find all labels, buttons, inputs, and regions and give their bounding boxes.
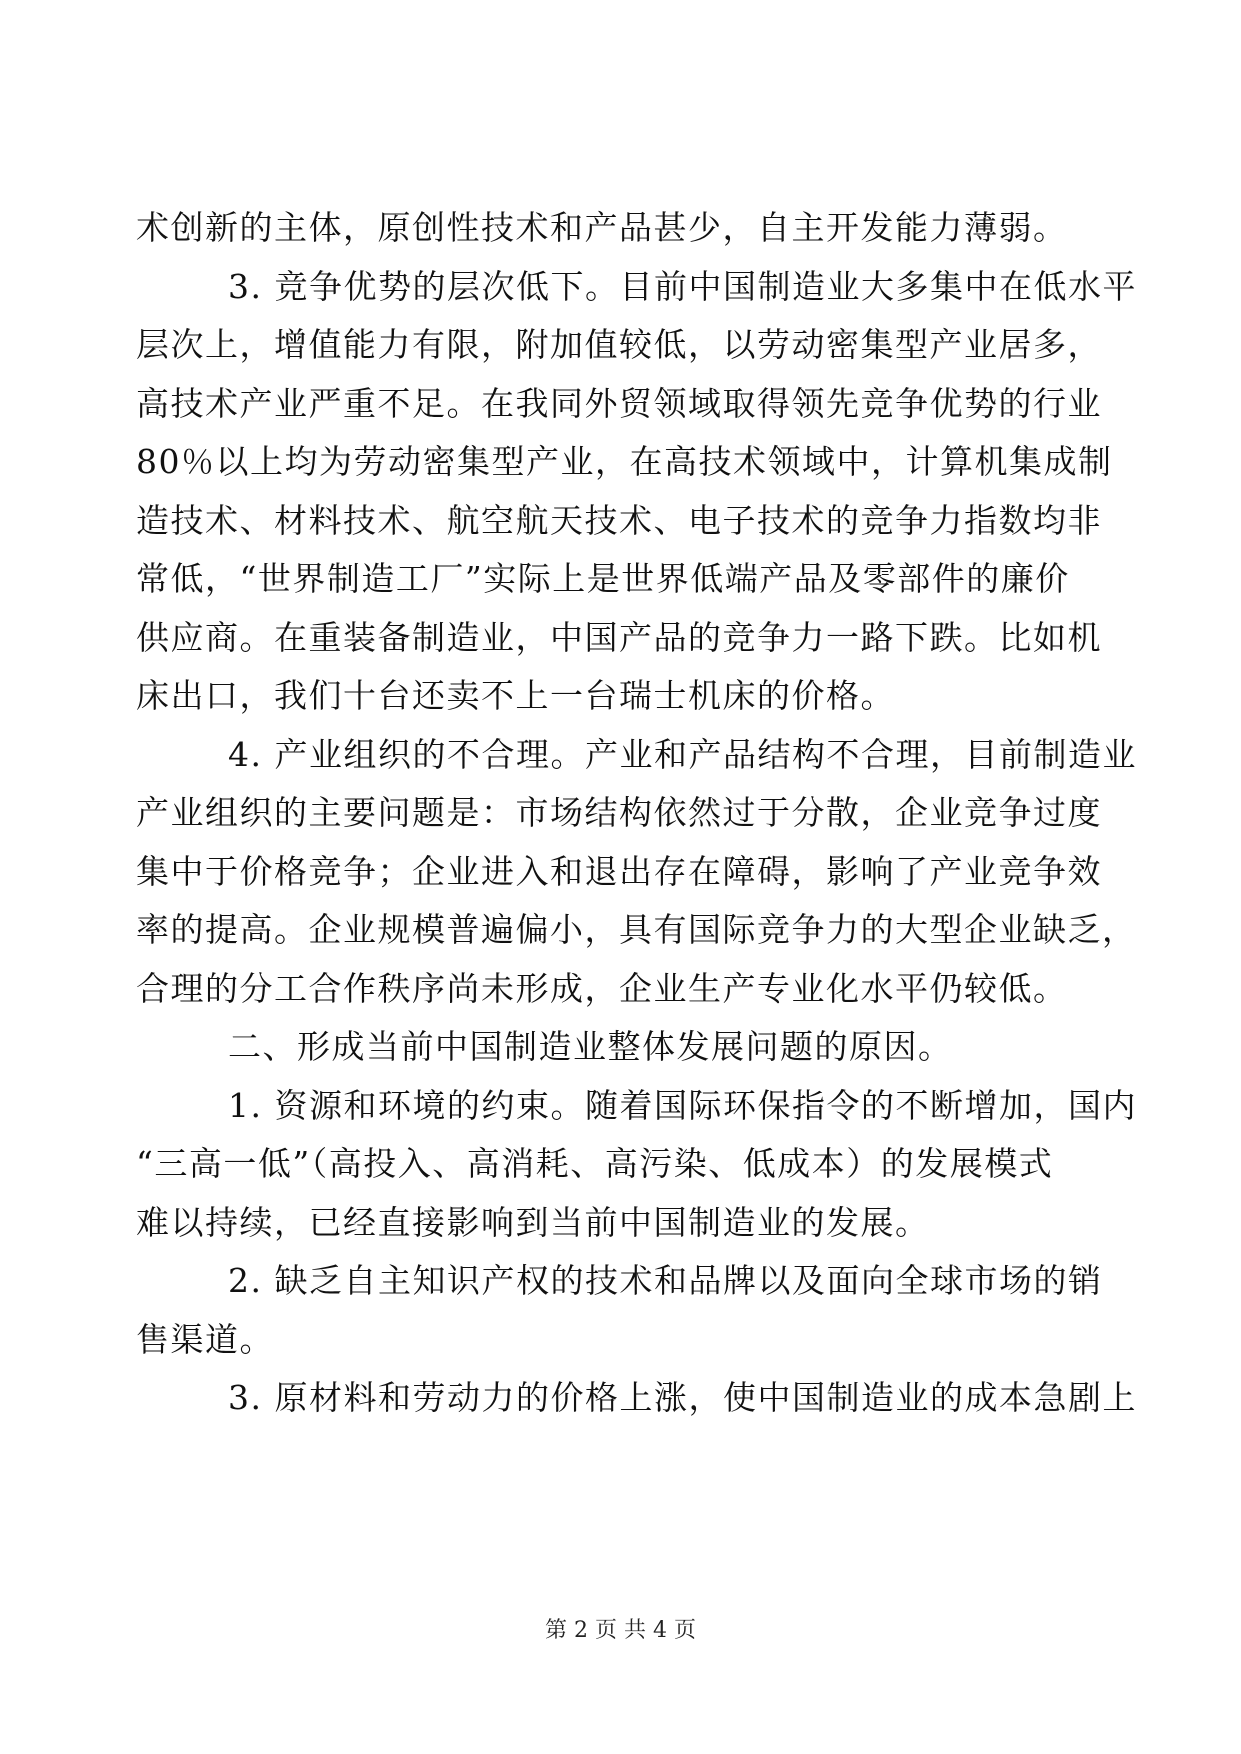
text-line: 3. 竞争优势的层次低下。目前中国制造业大多集中在低水平 [228,267,1137,306]
text-line: 难以持续，已经直接影响到当前中国制造业的发展。 [136,1203,930,1242]
text-line: 售渠道。 [136,1320,274,1359]
text-line: 术创新的主体，原创性技术和产品甚少，自主开发能力薄弱。 [136,208,1068,247]
text-line: 率的提高。企业规模普遍偏小，具有国际竞争力的大型企业缺乏， [136,910,1137,949]
text-line: 高技术产业严重不足。在我同外贸领域取得领先竞争优势的行业 [136,384,1102,423]
text-line: 合理的分工合作秩序尚未形成，企业生产专业化水平仍较低。 [136,969,1068,1008]
text-line: 80％以上均为劳动密集型产业，在高技术领域中，计算机集成制 [136,442,1113,481]
text-line: 供应商。在重装备制造业，中国产品的竞争力一路下跌。比如机 [136,618,1102,657]
text-line: 3. 原材料和劳动力的价格上涨，使中国制造业的成本急剧上 [228,1378,1137,1417]
section-heading: 二、形成当前中国制造业整体发展问题的原因。 [228,1027,953,1066]
text-line: 4. 产业组织的不合理。产业和产品结构不合理，目前制造业 [228,735,1137,774]
text-line: 常低，“世界制造工厂”实际上是世界低端产品及零部件的廉价 [136,559,1070,598]
text-line: “三高一低”（高投入、高消耗、高污染、低成本）的发展模式 [136,1144,1054,1183]
text-line: 产业组织的主要问题是：市场结构依然过于分散，企业竞争过度 [136,793,1102,832]
text-line: 集中于价格竞争；企业进入和退出存在障碍，影响了产业竞争效 [136,852,1102,891]
page-number-footer: 第 2 页 共 4 页 [545,1618,696,1643]
text-line: 2. 缺乏自主知识产权的技术和品牌以及面向全球市场的销 [228,1261,1103,1300]
text-line: 层次上，增值能力有限，附加值较低，以劳动密集型产业居多， [136,325,1102,364]
text-line: 1. 资源和环境的约束。随着国际环保指令的不断增加，国内 [228,1086,1137,1125]
text-line: 造技术、材料技术、航空航天技术、电子技术的竞争力指数均非 [136,501,1102,540]
text-line: 床出口，我们十台还卖不上一台瑞士机床的价格。 [136,676,895,715]
